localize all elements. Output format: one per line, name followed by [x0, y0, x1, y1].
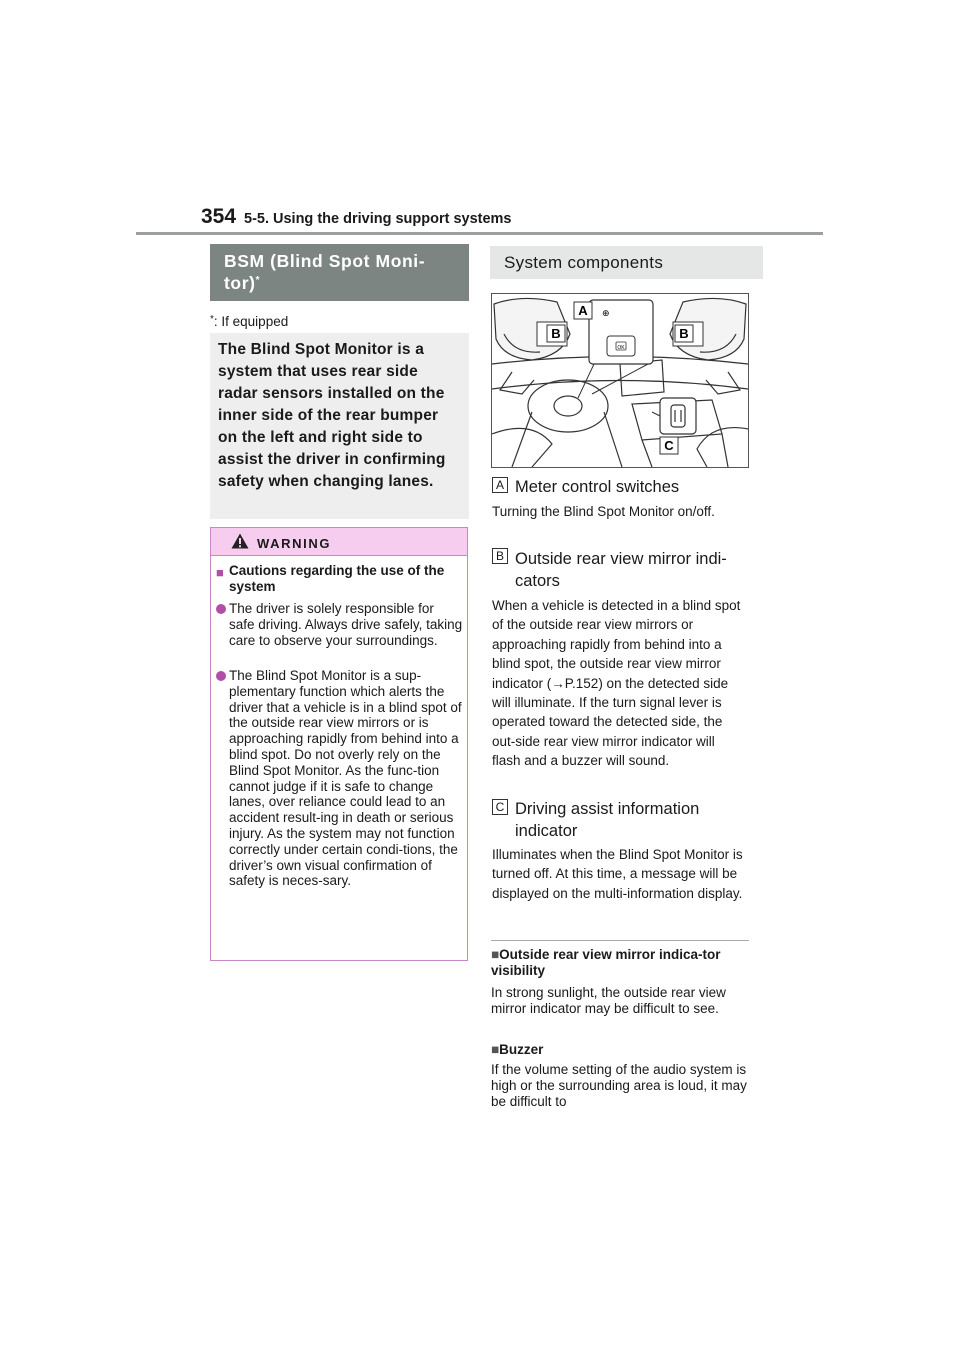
component-c-label: C [492, 799, 508, 815]
note-visibility-text: In strong sunlight, the outside rear view mirror indicator may be difficult to see. [491, 985, 726, 1016]
equipment-note-text: : If equipped [213, 314, 289, 329]
square-bullet-icon: ■ [491, 1042, 500, 1057]
square-bullet-icon: ■ [491, 947, 500, 962]
warning-cause-heading: Cautions regarding the use of the system [229, 563, 445, 594]
diagram-label-b-right: B [679, 326, 689, 341]
warning-box [210, 527, 468, 961]
note-visibility-heading-text: Outside rear view mirror indica-tor visibility [491, 947, 721, 978]
note-visibility-heading [491, 947, 749, 978]
bsm-heading [210, 244, 469, 301]
component-a-title: Meter control switches [515, 478, 680, 496]
note-buzzer-heading-text: Buzzer [499, 1042, 544, 1057]
warning-bullet-2: The Blind Spot Monitor is a sup-plementary function which alerts the driver that a vehicle is in a blind spot of the outside rear view mirrors or is approaching rapidly from behind into a blind spot. Do not overly rely on the Blind Spot Monitor. As the func-tion cannot judge if it is safe to change lanes, over reliance could lead to an accident result-ing in death or serious injury. As the system may not function correctly under certain condi-tions, the driver’s own visual confirmation of safety is neces-sary. [229, 668, 462, 889]
dashboard-diagram [491, 293, 749, 468]
square-bullet-icon: ■ [216, 565, 224, 580]
component-b-label: B [492, 548, 508, 564]
section-title: 5-5. Using the driving support systems [244, 211, 512, 227]
diagram-label-c: C [664, 438, 674, 453]
bsm-heading-line1: BSM (Blind Spot Moni- [224, 251, 426, 271]
component-b-title: Outside rear view mirror indi-cators [515, 550, 727, 590]
component-b-desc: When a vehicle is detected in a blind spot of the outside rear view mirrors or approaching rapidly from behind into a blind spot, the outside rear view mirror indicator (→P.152) on the detected side will illuminate. If the turn signal lever is operated toward the detected side, the out-side rear view mirror indicator will flash and a buzzer will sound. [492, 598, 741, 769]
equipment-note-mark: * [210, 314, 214, 325]
circle-bullet-icon [216, 604, 226, 614]
component-a-label: A [492, 477, 508, 493]
component-c-desc: Illuminates when the Blind Spot Monitor is turned off. At this time, a message will be displayed on the multi-information display. [492, 847, 743, 901]
header-rule [136, 232, 823, 235]
intro-box: The Blind Spot Monitor is a system that uses rear side radar sensors installed on the inner side of the rear bumper on the left and right side to assist the driver in confirming safety when changing lanes. [210, 333, 469, 519]
warning-bullet-1: The driver is solely responsible for safe driving. Always drive safely, taking care to observe your surroundings. [229, 601, 463, 648]
dashboard-illustration [492, 294, 748, 467]
section-divider [491, 940, 749, 941]
page-number: 354 [201, 205, 237, 228]
system-components-heading: System components [490, 246, 763, 279]
component-c-title: Driving assist information indicator [515, 800, 700, 840]
note-buzzer-heading [491, 1042, 543, 1058]
vehicle-icon: ⊕ [602, 309, 610, 319]
ok-button-label: OK [617, 345, 625, 351]
equipment-note [210, 314, 288, 329]
note-buzzer-text: If the volume setting of the audio system is high or the surrounding area is loud, it may be difficult to [491, 1062, 747, 1109]
component-a-desc: Turning the Blind Spot Monitor on/off. [492, 504, 715, 519]
circle-bullet-icon [216, 671, 226, 681]
diagram-label-b-left: B [551, 326, 561, 341]
warning-header [211, 528, 467, 556]
bsm-heading-line2: tor) [224, 273, 256, 293]
warning-label: WARNING [257, 536, 332, 551]
diagram-label-a: A [578, 303, 588, 318]
warning-icon [231, 533, 249, 549]
bsm-heading-footnote-mark: * [255, 275, 261, 286]
